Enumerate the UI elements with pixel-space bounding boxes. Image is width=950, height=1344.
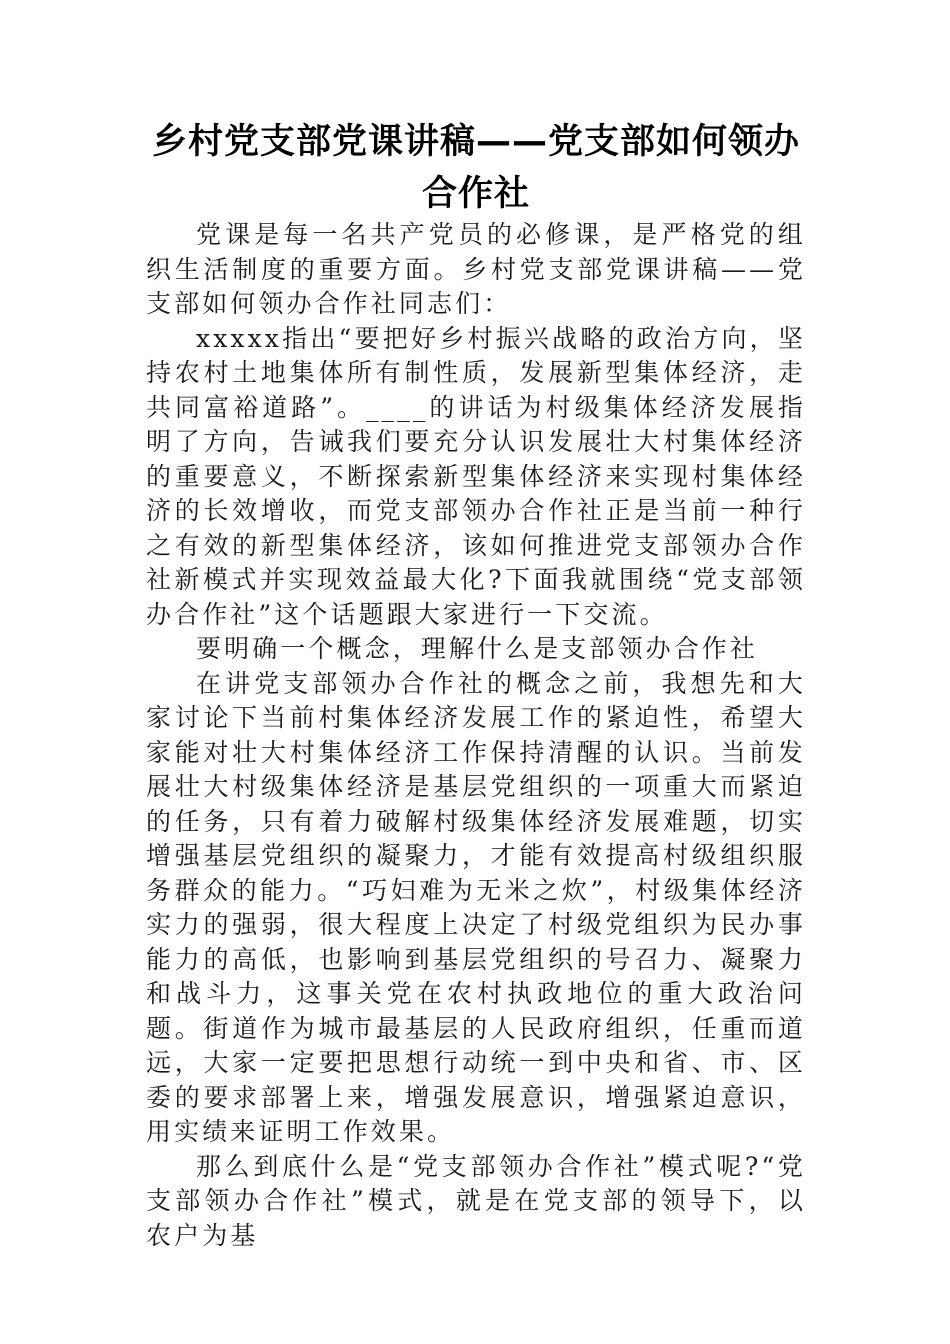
document-body <box>146 218 806 1253</box>
paragraph-definition: 那么到底什么是“党支部领办合作社”模式呢?“党支部领办合作社”模式，就是在党支部的领导下，以农户为基 <box>146 1151 806 1250</box>
document-title: 乡村党支部党课讲稿——党支部如何领办合作社 <box>151 122 800 214</box>
paragraph-section-heading: 要明确一个概念，理解什么是支部领办合作社 <box>196 634 759 663</box>
paragraph-intro: 党课是每一名共产党员的必修课，是严格党的组织生活制度的重要方面。乡村党支部党课讲稿——党支部如何领办合作社同志们： <box>146 220 806 318</box>
paragraph-quote: xxxxx指出“要把好乡村振兴战略的政治方向，坚持农村土地集体所有制性质，发展新型集体经济，走共同富裕道路”。____的讲话为村级集体经济发展指明了方向，告诫我们要充分认识发展壮大村集体经济的重要意义，不断探索新型集体经济来实现村集体经济的长效增收，而党支部领办合作社正是当前一种行之有效的新型集体经济，该如何推进党支部领办合作社新模式并实现效益最大化?下面我就围绕“党支部领办合作社”这个话题跟大家进行一下交流。 <box>146 323 806 629</box>
paragraph-urgency: 在讲党支部领办合作社的概念之前，我想先和大家讨论下当前村集体经济发展工作的紧迫性，希望大家能对壮大村集体经济工作保持清醒的认识。当前发展壮大村级集体经济是基层党组织的一项重大而紧迫的任务，只有着力破解村级集体经济发展难题，切实增强基层党组织的凝聚力，才能有效提高村级组织服务群众的能力。“巧妇难为无米之炊”，村级集体经济实力的强弱，很大程度上决定了村级党组织为民办事能力的高低，也影响到基层党组织的号召力、凝聚力和战斗力，这事关党在农村执政地位的重大政治问题。街道作为城市最基层的人民政府组织，任重而道远，大家一定要把思想行动统一到中央和省、市、区委的要求部署上来，增强发展意识，增强紧迫意识，用实绩来证明工作效果。 <box>146 668 806 1146</box>
